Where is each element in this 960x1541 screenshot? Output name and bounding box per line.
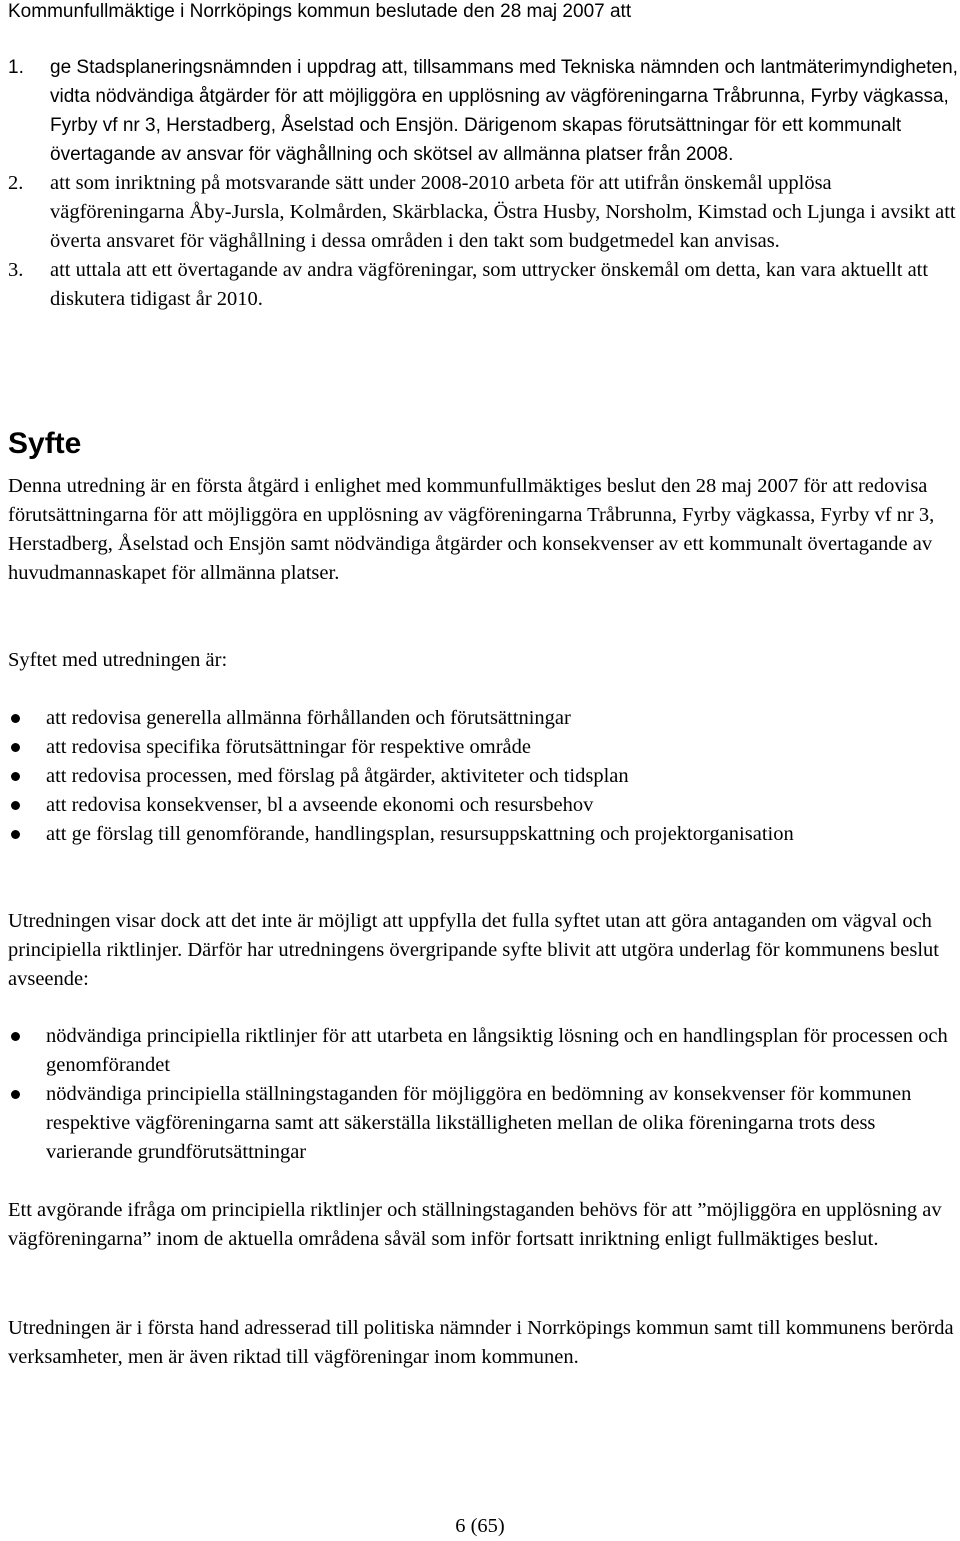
list-item-text: att redovisa generella allmänna förhållanden och förutsättningar: [46, 707, 571, 729]
decision-number: 2.: [8, 172, 24, 194]
decision-item: [8, 169, 958, 256]
limitation-paragraph: Utredningen visar dock att det inte är möjligt att uppfylla det fulla syftet utan att göra antaganden om vägval och principiella riktlinjer. Därför har utredningens övergripande syfte blivit att utgöra underlag för kommunens beslut avseende:: [8, 910, 939, 990]
bullet-icon: [11, 1090, 20, 1099]
bullet-icon: [11, 714, 20, 723]
purpose-intro: Syftet med utredningen är:: [8, 649, 228, 671]
decision-list: [8, 53, 958, 314]
bullet-icon: [11, 772, 20, 781]
decision-text-extra: Därigenom skapas förutsättningar för ett kommunalt övertagande av ansvar för väghållning och skötsel av allmänna platser från 2008.: [50, 115, 902, 165]
purpose-bullet-list: [8, 704, 956, 849]
decision-number: 1.: [8, 57, 24, 78]
list-item-text: nödvändiga principiella ställningstaganden för möjliggöra en bedömning av konsekvenser för kommunen respektive vägföreningarna samt att säkerställa likställigheten mellan de olika föreningarna trots dess varierande grundförutsättningar: [46, 1083, 912, 1163]
list-item-text: nödvändiga principiella riktlinjer för att utarbeta en långsiktig lösning och en handlingsplan för processen och genomförandet: [46, 1025, 948, 1076]
list-item: [8, 791, 956, 820]
list-item: [8, 704, 956, 733]
list-item: [8, 1080, 956, 1167]
list-item-text: att ge förslag till genomförande, handlingsplan, resursuppskattning och projektorganisation: [46, 823, 794, 845]
list-item: [8, 762, 956, 791]
list-item: [8, 1022, 956, 1080]
decision-item: [8, 53, 958, 169]
audience-paragraph: Utredningen är i första hand adresserad till politiska nämnder i Norrköpings kommun samt till kommunens berörda verksamheter, men är även riktad till vägföreningar inom kommunen.: [8, 1317, 954, 1368]
list-item: [8, 733, 956, 762]
decision-text: att uttala att ett övertagande av andra vägföreningar, som uttrycker önskemål om detta, kan vara aktuellt att diskutera tidigast år 2010.: [50, 259, 929, 310]
list-item-text: att redovisa processen, med förslag på åtgärder, aktiviteter och tidsplan: [46, 765, 629, 787]
bullet-icon: [11, 801, 20, 810]
intro-line: Kommunfullmäktige i Norrköpings kommun beslutade den 28 maj 2007 att: [8, 1, 632, 22]
list-item-text: att redovisa specifika förutsättningar för respektive område: [46, 736, 531, 758]
decision-text: att som inriktning på motsvarande sätt under 2008-2010 arbeta för att utifrån önskemål upplösa vägföreningarna Åby-Jursla, Kolmården, Skärblacka, Östra Husby, Norsholm, Kimstad och Ljunga i avsikt att överta ansvaret för väghållning i dessa områden i den takt som budgetmedel kan anvisas.: [50, 172, 956, 252]
list-item-text: att redovisa konsekvenser, bl a avseende ekonomi och resursbehov: [46, 794, 594, 816]
decision-item: [8, 256, 958, 314]
decisive-paragraph: Ett avgörande ifråga om principiella riktlinjer och ställningstaganden behövs för att ”möjliggöra en upplösning av vägföreningarna” inom de aktuella områdena såväl som inför fortsatt inriktning enligt fullmäktiges beslut.: [8, 1199, 942, 1250]
decision-text: ge Stadsplaneringsnämnden i uppdrag att, tillsammans med Tekniska nämnden och lantmäterimyndigheten, vidta nödvändiga åtgärder för att möjliggöra en upplösning av vägföreningarna Tråbrunna, Fyrby vägkassa, Fyrby vf nr 3, Herstadberg, Åselstad och Ensjön.: [50, 57, 958, 136]
bullet-icon: [11, 1032, 20, 1041]
page-number: 6 (65): [455, 1515, 505, 1537]
decision-number: 3.: [8, 259, 24, 281]
purpose-paragraph: Denna utredning är en första åtgärd i enlighet med kommunfullmäktiges beslut den 28 maj 2007 för att redovisa förutsättningarna för att möjliggöra en upplösning av vägföreningarna Tråbrunna, Fyrby vägkassa, Fyrby vf nr 3, Herstadberg, Åselstad och Ensjön samt nödvändiga åtgärder och konsekvenser av ett kommunalt övertagande av huvudmannaskapet för allmänna platser.: [8, 475, 935, 584]
section-heading: Syfte: [8, 427, 82, 460]
decision-bullet-list: [8, 1022, 956, 1167]
bullet-icon: [11, 743, 20, 752]
bullet-icon: [11, 830, 20, 839]
list-item: [8, 820, 956, 849]
